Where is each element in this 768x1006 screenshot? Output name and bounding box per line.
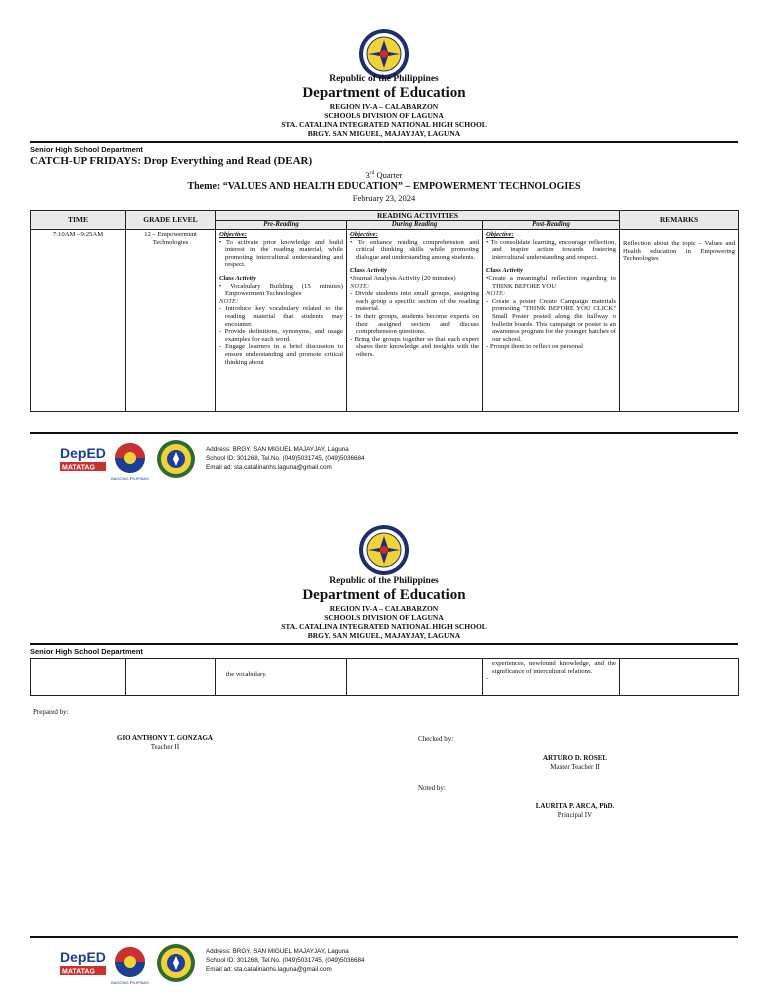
grade-cell: 12 – Empowerment Technologies xyxy=(126,230,216,412)
document-page-2 xyxy=(0,498,768,1006)
svg-text:MATATAG: MATATAG xyxy=(62,968,95,976)
footer-school-id: School ID: 301268, Tel.No. (049)5031745, (049)5036684 xyxy=(206,455,365,462)
document-title: CATCH-UP FRIDAYS: Drop Everything and Read (DEAR) xyxy=(30,155,313,167)
deped-matatag-logo-icon xyxy=(60,445,106,472)
noter-signature xyxy=(510,802,640,819)
deped-matatag-logo-icon xyxy=(60,949,106,976)
preparer-name: GIO ANTHONY T. GONZAGA xyxy=(117,734,213,742)
list-item: - Engage learners in a brief discussion to ensure understanding and promote critical thinking about xyxy=(219,343,343,366)
svg-text:DepED: DepED xyxy=(60,949,106,965)
school-seal-icon xyxy=(157,440,195,478)
reading-activities-table xyxy=(30,210,739,412)
pre-continued: the vocabulary. xyxy=(226,671,267,678)
during-activity: •Journal Analysis Activity (20 minutes) xyxy=(350,274,456,282)
remarks-cell: Reflection about the topic – Values and Health education in Empowering Technologies xyxy=(620,230,739,412)
department-title: Department of Education xyxy=(302,587,466,603)
deped-seal-icon xyxy=(358,524,410,576)
department-label: Senior High School Department xyxy=(30,647,143,656)
post-objective: • To consolidate learning, encourage reflection, and inspire action towards fostering intercultural understanding and respect. xyxy=(486,238,616,261)
svg-text:BAGONG PILIPINAS: BAGONG PILIPINAS xyxy=(111,476,149,481)
list-item: - Prompt them to reflect on personal xyxy=(486,343,583,351)
noter-title: Principal IV xyxy=(557,810,593,819)
footer-logos xyxy=(58,942,198,986)
region-label: REGION IV-A – CALABARZON xyxy=(329,102,439,111)
footer-address: Address: BRGY. SAN MIGUEL MAJAYJAY, Laguna xyxy=(206,446,349,453)
during-reading-cell xyxy=(347,230,483,412)
post-continued-dash: - xyxy=(486,675,489,683)
date-label: February 23, 2024 xyxy=(352,193,416,203)
noter-name: LAURITA P. ARCA, PhD. xyxy=(535,802,615,810)
during-objective-label: Objective: xyxy=(350,231,378,238)
pre-objective-label: Objective: xyxy=(219,231,247,238)
header-divider xyxy=(30,141,738,143)
reading-activities-table-continued xyxy=(30,658,739,696)
post-note-label: NOTE: xyxy=(486,290,506,298)
deped-seal-icon xyxy=(358,28,410,80)
remarks-cell xyxy=(620,659,739,696)
list-item: - Divide students into small groups, assigning each group a specific section of the reading material. xyxy=(350,290,479,313)
school-seal-icon xyxy=(157,944,195,982)
school-address: BRGY. SAN MIGUEL, MAJAYJAY, LAGUNA xyxy=(307,631,461,640)
reading-activities-header: READING ACTIVITIES xyxy=(216,211,620,221)
pre-objective: • To activate prior knowledge and build interest in the reading material, while promoting intercultural understanding and respect. xyxy=(219,238,343,269)
post-reading-cell xyxy=(483,659,620,696)
footer-email: Email ad: sta.catalinanhs.laguna@gmail.com xyxy=(206,464,332,471)
during-reading-cell xyxy=(347,659,483,696)
post-reading-cell xyxy=(483,230,620,412)
preparer-signature xyxy=(100,734,230,751)
footer-contact xyxy=(206,947,364,974)
pre-reading-cell xyxy=(216,230,347,412)
pre-note-label: NOTE: xyxy=(219,297,239,305)
footer-divider xyxy=(30,432,738,434)
department-label: Senior High School Department xyxy=(30,145,143,154)
post-reading-header: Post-Reading xyxy=(483,221,620,230)
document-page-1 xyxy=(0,0,768,498)
post-class-activity-label: Class Activity xyxy=(486,267,524,275)
grade-header: GRADE LEVEL xyxy=(126,211,216,230)
division-label: SCHOOLS DIVISION OF LAGUNA xyxy=(324,111,444,120)
footer-school-id: School ID: 301268, Tel.No. (049)5031745, (049)5036684 xyxy=(206,957,365,964)
preparer-title: Teacher II xyxy=(150,742,180,751)
svg-text:BAGONG PILIPINAS: BAGONG PILIPINAS xyxy=(111,980,149,985)
during-reading-header: During Reading xyxy=(347,221,483,230)
pre-class-activity-label: Class Activity xyxy=(219,274,257,282)
prepared-by-label: Prepared by: xyxy=(33,708,69,716)
list-item: - Introduce key vocabulary related to the reading material that students may encounter. xyxy=(219,305,343,328)
remarks-header: REMARKS xyxy=(620,211,739,230)
post-continued: experiences, newfound knowledge, and the significance of intercultural relations. xyxy=(492,660,616,675)
quarter-label: 3rd Quarter xyxy=(365,170,403,180)
school-address: BRGY. SAN MIGUEL, MAJAYJAY, LAGUNA xyxy=(307,129,461,138)
footer-address: Address: BRGY. SAN MIGUEL MAJAYJAY, Laguna xyxy=(206,948,349,955)
noted-by-label: Noted by: xyxy=(418,784,446,792)
theme-label: Theme: “VALUES AND HEALTH EDUCATION” – EMPOWERMENT TECHNOLOGIES xyxy=(187,181,581,192)
during-objective: • To enhance reading comprehension and critical thinking skills while promoting dialogue and understanding among students. xyxy=(350,238,479,261)
grade-cell xyxy=(126,659,216,696)
time-cell: 7:10AM –9:25AM xyxy=(31,230,126,412)
republic-label: Republic of the Philippines xyxy=(329,74,439,84)
during-note-label: NOTE: xyxy=(350,282,370,290)
footer-divider xyxy=(30,936,738,938)
svg-text:MATATAG: MATATAG xyxy=(62,464,95,472)
post-activity: •Create a meaningful reflection regarding to THINK BEFORE YOU xyxy=(486,274,616,290)
bagong-pilipinas-logo-icon xyxy=(111,947,149,985)
footer-contact xyxy=(206,445,364,472)
header-divider xyxy=(30,643,738,645)
list-item: - Create a poster Create Campaign materials promoting "THINK BEFORE YOU CLICK" Small Poster posted along the hallway o bulletin boards. This campaign or poster is an awareness program for the younger batches of our school. xyxy=(486,297,616,343)
republic-label: Republic of the Philippines xyxy=(329,576,439,586)
list-item: - In their groups, students become experts on their assigned section and discuss comprehension questions. xyxy=(350,312,479,336)
region-label: REGION IV-A – CALABARZON xyxy=(329,604,439,613)
department-title: Department of Education xyxy=(302,85,466,101)
school-name: STA. CATALINA INTEGRATED NATIONAL HIGH SCHOOL xyxy=(281,622,487,631)
checker-name: ARTURO D. ROSEL xyxy=(542,754,608,762)
svg-text:DepED: DepED xyxy=(60,445,106,461)
checked-by-label: Checked by: xyxy=(418,735,454,743)
division-label: SCHOOLS DIVISION OF LAGUNA xyxy=(324,613,444,622)
during-class-activity-label: Class Activity xyxy=(350,267,388,275)
post-objective-label: Objective: xyxy=(486,231,514,238)
checker-title: Master Teacher II xyxy=(550,762,600,771)
footer-email: Email ad: sta.catalinanhs.laguna@gmail.com xyxy=(206,966,332,973)
time-cell xyxy=(31,659,126,696)
pre-activity: • Vocabulary Building (15 minutes) Empowerment Technologies xyxy=(219,282,343,298)
bagong-pilipinas-logo-icon xyxy=(111,443,149,481)
pre-reading-header: Pre-Reading xyxy=(216,221,347,230)
footer-logos xyxy=(58,438,198,482)
list-item: - Provide definitions, synonyms, and usage examples for each word. xyxy=(219,328,343,343)
list-item: - Bring the groups together so that each expert shares their knowledge and insights with the others. xyxy=(350,335,479,358)
checker-signature xyxy=(515,754,635,771)
time-header: TIME xyxy=(31,211,126,230)
school-name: STA. CATALINA INTEGRATED NATIONAL HIGH SCHOOL xyxy=(281,120,487,129)
pre-reading-cell xyxy=(216,659,347,696)
